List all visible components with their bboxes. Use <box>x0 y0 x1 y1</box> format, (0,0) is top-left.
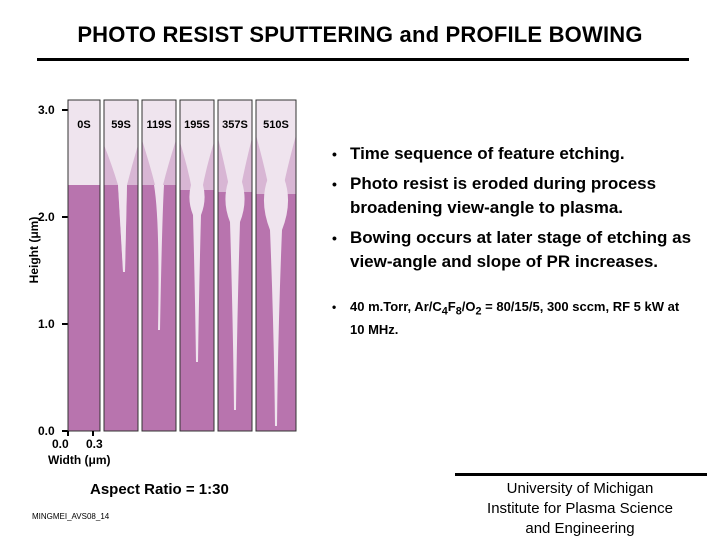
conditions-text: F <box>447 299 456 314</box>
bullet-list <box>332 142 692 345</box>
time-label: 357S <box>222 119 248 131</box>
etch-profile-svg <box>0 90 330 480</box>
x-tick-label: 0.0 <box>52 437 69 451</box>
y-tick-label: 3.0 <box>38 103 55 117</box>
time-label: 195S <box>184 119 210 131</box>
title-divider <box>37 58 689 61</box>
affiliation-block <box>460 479 700 539</box>
affiliation-line: University of Michigan <box>506 480 654 497</box>
x-tick-label: 0.3 <box>86 437 103 451</box>
time-label: 119S <box>146 119 172 131</box>
affiliation-line: and Engineering <box>525 520 635 537</box>
conditions-text: = 80/15/5, 300 sccm, RF 5 kW at 10 MHz. <box>350 299 680 337</box>
time-label: 59S <box>111 119 131 131</box>
conditions-subscript: 8 <box>455 305 462 318</box>
document-id: MINGMEI_AVS08_14 <box>32 512 110 521</box>
panel-195s <box>180 100 214 431</box>
y-tick-label: 2.0 <box>38 210 55 224</box>
y-tick-label: 0.0 <box>38 424 55 438</box>
affiliation-line: Institute for Plasma Science <box>487 500 673 517</box>
panel-510s <box>256 100 296 431</box>
conditions-subscript: 4 <box>441 305 448 318</box>
panel-59s <box>104 100 138 431</box>
panel-357s <box>218 100 252 431</box>
etch-profile-figure <box>0 90 330 480</box>
slide-title: PHOTO RESIST SPUTTERING and PROFILE BOWING <box>77 22 643 47</box>
conditions-subscript: 2 <box>475 305 482 318</box>
conditions-bullet <box>332 298 692 339</box>
time-label: 510S <box>263 119 289 131</box>
bullet-item: • Time sequence of feature etching. <box>332 142 692 166</box>
panel-119s <box>142 100 176 431</box>
y-axis-label: Height (μm) <box>27 216 41 284</box>
y-tick-label: 1.0 <box>38 317 55 331</box>
bullet-item: • Bowing occurs at later stage of etching as view-angle and slope of PR increases. <box>332 226 692 274</box>
bullet-item: • Photo resist is eroded during process broadening view-angle to plasma. <box>332 172 692 220</box>
x-axis-label: Width (μm) <box>48 453 111 467</box>
conditions-text: 40 m.Torr, Ar/C <box>350 299 442 314</box>
aspect-ratio-label: Aspect Ratio = 1:30 <box>90 481 229 498</box>
time-label: 0S <box>77 119 91 131</box>
affiliation-divider <box>455 473 707 476</box>
conditions-text: /O <box>461 299 476 314</box>
panel-0s <box>68 100 100 431</box>
